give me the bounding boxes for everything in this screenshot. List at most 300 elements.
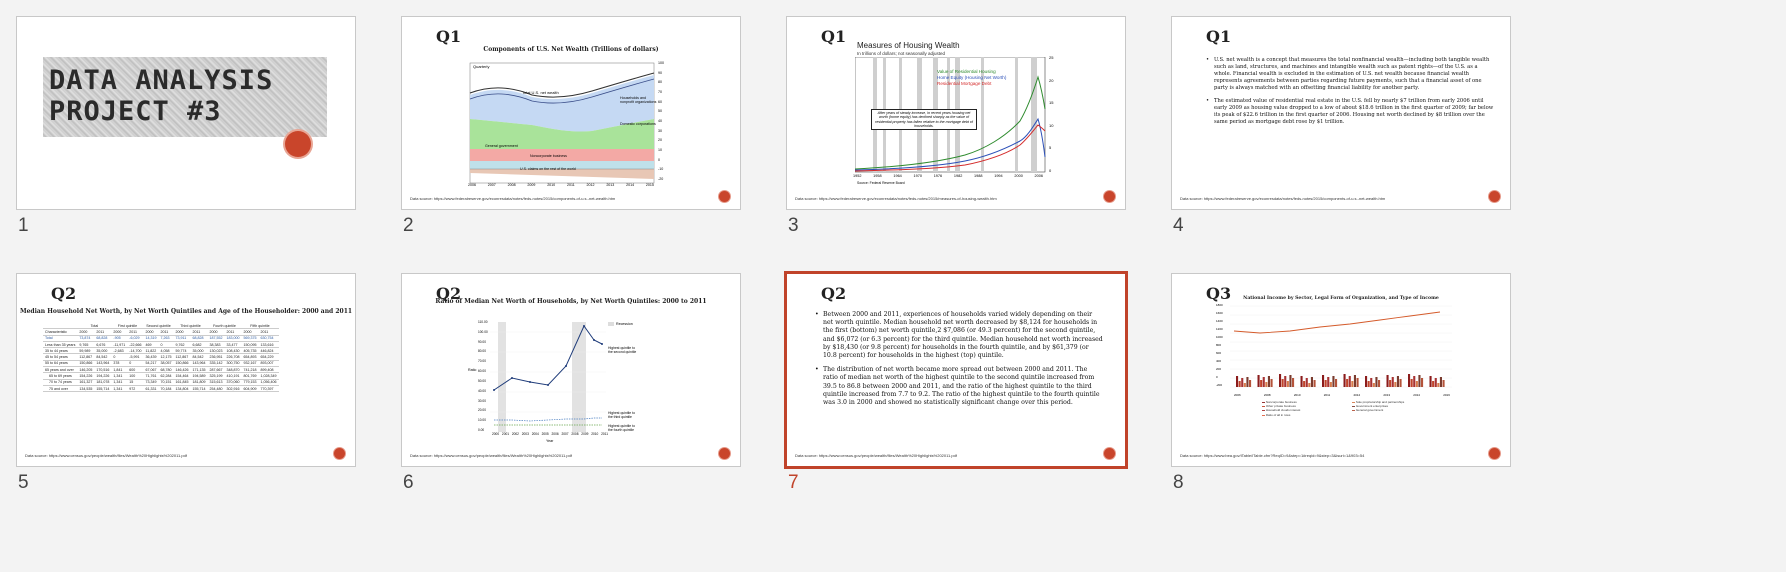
chart-bar: [1432, 381, 1434, 387]
x-tick: 2002: [511, 432, 519, 436]
bullet-item: • The distribution of net worth became more spread out between 2000 and 2011. The ratio of median net worth of the highest quintile to the second quintile increased from 39.5 to 86.8 between 2000 and 2011, and the ratio of the highest quintile to the third quintile increased from 7.7 to 9.2. The ratio of the highest quintile to the fourth quintile was 3.0 in 2000 and showed no statistically significant change over this period.: [823, 366, 1103, 407]
y-axis-ticks: [658, 61, 664, 181]
table-cell: 1,841: [111, 367, 127, 373]
legend-entry: ▬ Government enterprises: [1352, 404, 1389, 409]
chart-bar: [1370, 378, 1372, 387]
chart-bar: [1241, 378, 1243, 387]
chart-bar: [1322, 375, 1324, 387]
header-cell: Characteristic: [43, 329, 77, 335]
chart-legend: [937, 69, 1006, 87]
y-tick: 90: [658, 70, 662, 75]
y-tick: 30: [658, 128, 662, 133]
chart-bar: [1416, 381, 1418, 387]
table-cell: 112,867: [174, 354, 191, 360]
table-cell: 112,867: [77, 354, 94, 360]
slide-1-title: [49, 65, 273, 127]
question-label: Q2: [821, 284, 847, 303]
table-cell: -5,991: [127, 354, 143, 360]
chart-bar: [1392, 377, 1394, 387]
y-tick: 1800: [1216, 303, 1223, 307]
group-header: First quintile: [111, 323, 143, 329]
y-tick: 200: [1216, 367, 1222, 371]
title-line-1: DATA ANALYSIS: [49, 65, 274, 96]
slide-thumbnail-3[interactable]: [786, 16, 1126, 236]
table-cell: 84,542: [94, 354, 111, 360]
slide-thumbnail-8[interactable]: [1171, 273, 1511, 493]
table-cell: 1,341: [111, 373, 127, 379]
y-tick: 0: [1216, 375, 1218, 379]
data-source: Data source: https://www.federalreserve.gov/econresdata/notes/feds-notes/2015/components-of-u.s.-net-wealth.htm: [410, 196, 616, 201]
table-cell: 0: [127, 360, 143, 366]
table-cell: 11,822: [144, 348, 159, 354]
chart-bar: [1314, 380, 1316, 387]
slide-2-canvas: [401, 16, 741, 210]
table-cell: 14,319: [145, 336, 157, 341]
slide-number: 8: [1173, 472, 1184, 493]
decorative-red-circle: [1104, 448, 1115, 459]
header-cell: 2000: [77, 329, 94, 335]
question-label: Q1: [821, 27, 847, 46]
chart-bar: [1365, 376, 1367, 387]
chart-bar: [1421, 378, 1423, 387]
y-tick: 0: [658, 157, 660, 162]
series-label-second-quintile: Highest quintile to the second quintile: [608, 346, 637, 354]
chart-bar: [1387, 375, 1389, 387]
y-tick: 50.00: [478, 378, 486, 383]
table-cell: 181,078: [96, 380, 110, 385]
y-axis-label: Ratio: [468, 368, 477, 372]
header-cell: 2000: [208, 329, 225, 335]
table-cell: 410,191: [226, 374, 240, 379]
y-tick: 80.00: [478, 349, 486, 354]
slide-number: 5: [18, 472, 29, 493]
x-tick: 2014: [626, 183, 635, 187]
table-cell: 36,439: [145, 355, 157, 360]
chart-bar: [1335, 379, 1337, 387]
y-tick: 40: [658, 118, 662, 123]
decorative-red-circle: [1489, 448, 1500, 459]
x-tick: 2011: [1323, 393, 1331, 397]
chart-bar: [1301, 376, 1303, 387]
y-tick: 110.00: [478, 320, 488, 324]
national-income-chart: [1230, 304, 1456, 396]
y-tick: 600: [1216, 351, 1222, 355]
table-cell: 300,750: [226, 361, 240, 366]
x-tick: 2014: [1413, 393, 1420, 397]
chart-bar: [1437, 383, 1439, 387]
chart-bar: [1249, 380, 1251, 387]
x-tick: 2006: [1234, 393, 1241, 397]
table-cell: 62,284: [160, 374, 172, 379]
chart-bar: [1346, 379, 1348, 387]
table-cell: 194,226: [96, 374, 110, 379]
slide-thumbnail-7[interactable]: [786, 273, 1126, 493]
table-cell: 134,535: [79, 386, 93, 391]
table-cell: 370,060: [226, 380, 240, 385]
table-cell: 654,229: [259, 354, 279, 360]
table-cell: 55 to 64 years: [43, 360, 77, 366]
label-quarterly: Quarterly: [473, 64, 490, 69]
table-cell: 155,714: [192, 386, 206, 391]
chart-bar: [1394, 382, 1396, 387]
table-cell: 73,874: [77, 335, 94, 341]
x-tick: 2012: [586, 183, 595, 187]
chart-bar: [1308, 383, 1310, 387]
table-cell: 12,175: [160, 355, 172, 360]
chart-bar: [1289, 375, 1291, 387]
legend-mortgage-debt: Residential Mortgage Debt: [937, 81, 992, 86]
table-cell: 315,613: [209, 380, 223, 385]
chart-bar: [1246, 377, 1248, 387]
chart-bar: [1271, 379, 1273, 387]
group-header: Third quintile: [174, 323, 208, 329]
table-cell: 143,964: [96, 361, 110, 366]
chart-bar: [1306, 378, 1308, 387]
y-tick: 70.00: [478, 359, 486, 364]
chart-title: National Income by Sector, Legal Form of Organization, and Type of Income: [1243, 296, 1439, 301]
table-cell: -11,971: [113, 342, 126, 347]
table-cell: 6,676: [94, 341, 111, 347]
chart-bar: [1263, 377, 1265, 387]
y-tick: 1200: [1216, 327, 1223, 331]
slide-number: 3: [788, 215, 799, 236]
x-tick: 2010: [1293, 393, 1301, 397]
chart-bar: [1354, 375, 1356, 387]
chart-annotation: After years of steady increase, in recent years housing net worth (home equity) has declined sharply as the value of residential property has fallen relative to the mortgage debt of households.: [871, 109, 977, 130]
table-cell: 183,000: [226, 336, 240, 341]
question-label: Q2: [436, 284, 462, 303]
y-tick: 40.00: [478, 388, 486, 393]
table-cell: 65 to 69 years: [43, 373, 77, 379]
x-tick: 2007: [487, 183, 496, 187]
table-cell: 38,057: [160, 361, 172, 366]
header-cell: 2011: [94, 329, 111, 335]
series-label-fourth-quintile: Highest quintile to the fourth quintile: [608, 424, 635, 432]
chart-bar: [1351, 381, 1353, 387]
chart-bar: [1400, 379, 1402, 387]
table-cell: 130,023: [209, 348, 223, 353]
table-cell: 226,708: [226, 355, 240, 360]
chart-bar: [1236, 376, 1238, 387]
slide-3-canvas: [786, 16, 1126, 210]
title-line-2: PROJECT #3: [49, 96, 222, 127]
table-cell: 146,426: [175, 367, 189, 372]
y-tick: 0: [1049, 167, 1052, 173]
table-cell: 61,331: [145, 386, 157, 391]
y-tick: 10: [1049, 122, 1054, 128]
x-tick: 2005: [541, 432, 549, 436]
chart-bar: [1282, 379, 1284, 387]
y-tick: 25: [1049, 55, 1054, 60]
table-cell: 143,964: [192, 361, 206, 366]
x-tick: 2004: [531, 432, 539, 436]
chart-bar: [1368, 381, 1370, 387]
x-tick: 2009: [527, 183, 536, 187]
y-tick: 50: [658, 109, 662, 114]
table-cell: 65 years and over: [43, 367, 77, 373]
y-tick: 1000: [1216, 335, 1223, 339]
chart-bar: [1440, 377, 1442, 387]
table-cell: 0: [111, 354, 127, 360]
table-cell: 9,762: [174, 341, 191, 347]
legend-entry: ▬ Sole proprietorship and partnerships: [1352, 400, 1405, 404]
table-cell: 73,349: [145, 380, 157, 385]
x-tick: 2013: [1383, 393, 1391, 397]
table-cell: 35 to 44 years: [43, 348, 77, 354]
table-cell: 932,167: [243, 361, 257, 366]
table-cell: 325,199: [209, 374, 223, 379]
question-label: Q3: [1206, 284, 1232, 303]
table-cell: -6,029: [127, 335, 143, 341]
table-title: Median Household Net Worth, by Net Worth Quintiles and Age of the Householder: 2000 and 2011: [19, 308, 353, 315]
y-axis-ticks: [478, 320, 488, 432]
y-tick: 10: [658, 147, 662, 152]
y-tick: -20: [658, 176, 664, 181]
table-cell: 302,916: [226, 386, 240, 391]
chart-bar: [1260, 380, 1262, 387]
slide-thumbnail-5[interactable]: [16, 273, 356, 493]
table-cell: 1,341: [111, 385, 127, 391]
table-cell: 801,769: [243, 374, 257, 379]
table-cell: 133,616: [259, 341, 279, 347]
data-source: Data source: https://www.census.gov/people/wealth/files/Wealth%20Highlights%202011.pdf: [25, 453, 187, 458]
table-cell: 4,058: [159, 348, 174, 354]
group-header: Total: [77, 323, 111, 329]
table-cell: 154,464: [175, 374, 189, 379]
table-cell: 54,217: [145, 361, 157, 366]
table-cell: 335,142: [209, 361, 223, 366]
x-axis-ticks: [853, 174, 1043, 178]
chart-title: Measures of Housing Wealth: [857, 41, 960, 50]
slide-thumbnail-4[interactable]: [1171, 16, 1511, 236]
y-tick: 10.00: [478, 418, 486, 423]
x-tick: 2011: [566, 183, 575, 187]
table-cell: 236,951: [209, 355, 223, 360]
y-tick: 30.00: [478, 398, 486, 403]
table-cell: 100: [127, 373, 143, 379]
label-total-net-wealth: Total U.S. net wealth: [522, 90, 559, 95]
table-cell: 45 to 54 years: [43, 354, 77, 360]
table-row: [43, 385, 279, 391]
decorative-red-circle: [1104, 191, 1115, 202]
slide-number: 4: [1173, 215, 1184, 236]
decorative-red-circle: [1489, 191, 1500, 202]
chart-bar: [1325, 380, 1327, 387]
table-cell: 1,341: [111, 379, 127, 385]
table-cell: 1,056,406: [260, 380, 277, 385]
chart-bar: [1443, 380, 1445, 387]
header-cell: 2000: [174, 329, 191, 335]
y-tick: 1600: [1216, 311, 1223, 315]
chart-bar: [1378, 380, 1380, 387]
table-cell: 7,263: [159, 335, 174, 341]
y-tick: -200: [1216, 383, 1223, 387]
chart-bar: [1303, 381, 1305, 387]
chart-legend: [1262, 400, 1442, 417]
chart-title: Ratio of Median Net Worth of Households, by Net Worth Quintiles: 2000 to 2011: [435, 298, 707, 305]
label-domestic-corporations: Domestic corporations: [620, 122, 656, 126]
table-cell: 893,007: [259, 360, 279, 366]
table-cell: 161,845: [175, 380, 189, 385]
table-cell: 779,153: [243, 380, 257, 385]
ratio-chart: [490, 322, 608, 434]
x-tick: 2003: [521, 432, 529, 436]
chart-bar: [1330, 382, 1332, 387]
y-tick: 70: [658, 89, 662, 94]
bullet-list: [1204, 57, 1494, 132]
table-cell: -14,700: [129, 348, 142, 353]
x-tick: 2000: [1014, 174, 1023, 178]
y-tick: 800: [1216, 343, 1222, 347]
x-axis-label: Year: [546, 439, 554, 443]
table-cell: 630,754: [259, 335, 279, 341]
table-cell: 972: [127, 385, 143, 391]
table-cell: 35,000: [191, 348, 208, 354]
table-cell: 146,205: [79, 367, 93, 372]
chart-bar: [1311, 377, 1313, 387]
table-cell: 155,714: [96, 386, 110, 391]
table-cell: 287,667: [209, 367, 223, 372]
table-cell: 1,028,349: [260, 374, 277, 379]
table-cell: 35,000: [94, 348, 111, 354]
x-tick: 1994: [994, 174, 1003, 178]
x-tick: 1982: [953, 174, 963, 178]
table-cell: -2,683: [111, 348, 127, 354]
table-cell: 75 and over: [43, 385, 77, 391]
x-tick: 1976: [933, 174, 943, 178]
table-cell: 68,780: [160, 367, 172, 372]
table-cell: 84,542: [191, 354, 208, 360]
table-cell: 59,774: [174, 348, 191, 354]
table-cell: 405,735: [243, 348, 257, 353]
chart-bar: [1430, 376, 1432, 387]
slide-thumbnail-2[interactable]: [401, 16, 741, 236]
table-cell: 254,480: [209, 386, 223, 391]
x-tick: 2008: [1263, 393, 1271, 397]
x-tick: 2010: [547, 183, 556, 187]
bullet-list: [813, 311, 1103, 413]
bullet-item: • Between 2000 and 2011, experiences of households varied widely depending on their net worth quintile. Median household net worth decreased by $8,124 for households in the first (bottom) net worth quintile,2 $7,086 (or 49.3 percent) for the second quintile, and $6,072 (or 6.3 percent) for the third quintile. Median household net worth increased by $18,430 (or 9.8 percent) for households in the fourth quintile, and by $61,379 (or 10.8 percent) for households in the highest (top) quintile.: [823, 311, 1103, 360]
slide-1-canvas: [16, 16, 356, 210]
net-worth-table: [43, 323, 279, 392]
header-cell: 2000: [144, 329, 159, 335]
chart-bar: [1258, 375, 1260, 387]
slide-thumbnail-6[interactable]: [401, 273, 741, 493]
x-axis-ticks: [492, 432, 608, 436]
decorative-red-circle: [285, 131, 311, 157]
x-tick: 2006: [468, 183, 476, 187]
chart-bar: [1239, 381, 1241, 387]
group-header: Fourth quintile: [208, 323, 242, 329]
chart-bar: [1265, 382, 1267, 387]
table-cell: 33,477: [225, 341, 242, 347]
slide-thumbnail-1[interactable]: [16, 16, 356, 236]
table-cell: -22,666: [129, 342, 142, 347]
table-cell: 73,911: [174, 335, 191, 341]
slide-6-canvas: [401, 273, 741, 467]
chart-bar: [1244, 383, 1246, 387]
table-cell: 569,375: [243, 336, 257, 341]
table-cell: 171,135: [192, 367, 206, 372]
x-tick: 2006: [1034, 174, 1043, 178]
x-tick: 2008: [507, 183, 516, 187]
x-tick: 1958: [873, 174, 882, 178]
y-tick: 80: [658, 80, 662, 85]
table-cell: 194,589: [192, 374, 206, 379]
y-tick: 100: [658, 61, 664, 65]
x-tick: 2010: [591, 432, 599, 436]
y-tick: 60.00: [478, 369, 486, 374]
y-tick: 20.00: [478, 408, 486, 413]
x-tick: 2000: [492, 432, 500, 436]
table-cell: 170,516: [96, 367, 110, 372]
label-noncorporate-business: Noncorporate business: [530, 154, 567, 158]
chart-bar: [1284, 376, 1286, 387]
x-tick: 2001: [501, 432, 510, 436]
chart-bar: [1287, 381, 1289, 387]
x-tick: 1970: [913, 174, 922, 178]
chart-note: Source: Federal Reserve Board: [857, 181, 905, 185]
y-tick: 5: [1049, 145, 1052, 151]
table-cell: 67,067: [145, 367, 157, 372]
x-tick: 2016: [1443, 393, 1450, 397]
x-tick: 2011: [601, 432, 608, 436]
table-cell: 6,682: [191, 341, 208, 347]
table-cell: 150,866: [175, 361, 189, 366]
legend-entry: ▬ Household clouds interest: [1262, 408, 1301, 413]
y-axis-ticks: [1216, 303, 1223, 387]
bullet-item: • The estimated value of residential real estate in the U.S. fell by nearly $7 trillion from early 2006 until early 2009 as housing value dropped to a low of about $18.6 trillion in the first quarter of 2009; far below its peak of $22.6 trillion in the first quarter of 2006. Housing net worth declined by $8 trillion over the same period as mortgage debt rose by $1 trillion.: [1214, 98, 1494, 126]
y-tick: 20: [658, 138, 662, 143]
chart-bar: [1373, 383, 1375, 387]
chart-subtitle: In trillions of dollars; not seasonally adjusted: [857, 51, 946, 56]
x-tick: 2007: [561, 432, 569, 436]
table-cell: 770,397: [259, 385, 279, 391]
y-tick: 400: [1216, 359, 1222, 363]
bullet-item: • U.S. net wealth is a concept that measures the total nonfinancial wealth—including both tangible wealth such as land, structures, and machines and intangible wealth such as patent rights—of the U.S. as a whole. Financial wealth is excluded in the estimation of U.S. net wealth because financial wealth represents agreements between parties regarding future payments, such that a financial asset of one party is always matched with an offsetting financial liability for another party.: [1214, 57, 1494, 92]
slide-8-canvas: [1171, 273, 1511, 467]
legend-entry: ▬ Ratio of all in rows: [1262, 412, 1291, 417]
x-tick: 2006: [551, 432, 559, 436]
header-cell: 2011: [191, 329, 208, 335]
series-label-third-quintile: Highest quintile to the third quintile: [608, 411, 635, 419]
table-cell: 70,151: [160, 380, 172, 385]
table-cell: 70 to 74 years: [43, 379, 77, 385]
table-cell: 15: [127, 379, 143, 385]
recession-swatch: [608, 322, 614, 326]
chart-bar: [1413, 376, 1415, 387]
data-source: Data source: https://www.federalreserve.gov/econresdata/notes/feds-notes/2015/components-of-u.s.-net-wealth.htm: [1180, 196, 1386, 201]
y-tick: 15: [1049, 100, 1054, 106]
legend-entry: ▬ General government: [1352, 408, 1384, 413]
table-cell: 68,828: [191, 335, 208, 341]
table-cell: 378: [111, 360, 127, 366]
slide-7-canvas: [784, 271, 1128, 469]
legend-residential-housing: Value of Residential Housing: [937, 69, 996, 74]
group-header: Fifth quintile: [242, 323, 279, 329]
slide-number: 2: [403, 215, 414, 236]
data-source: Data source: https://www.census.gov/people/wealth/files/Wealth%20Highlights%202011.pdf: [795, 453, 957, 458]
chart-bar: [1344, 374, 1346, 387]
x-axis-ticks: [468, 183, 654, 187]
table-cell: 59,989: [77, 348, 94, 354]
data-source: Data source: https://www.federalreserve.gov/econresdata/notes/feds-notes/2015/measures-of-housing-wealth.htm: [795, 196, 997, 201]
slide-5-canvas: [16, 273, 356, 467]
y-tick: 0.00: [478, 427, 485, 432]
group-header: Second quintile: [144, 323, 174, 329]
question-label: Q1: [1206, 27, 1232, 46]
x-tick: 2009: [581, 432, 589, 436]
